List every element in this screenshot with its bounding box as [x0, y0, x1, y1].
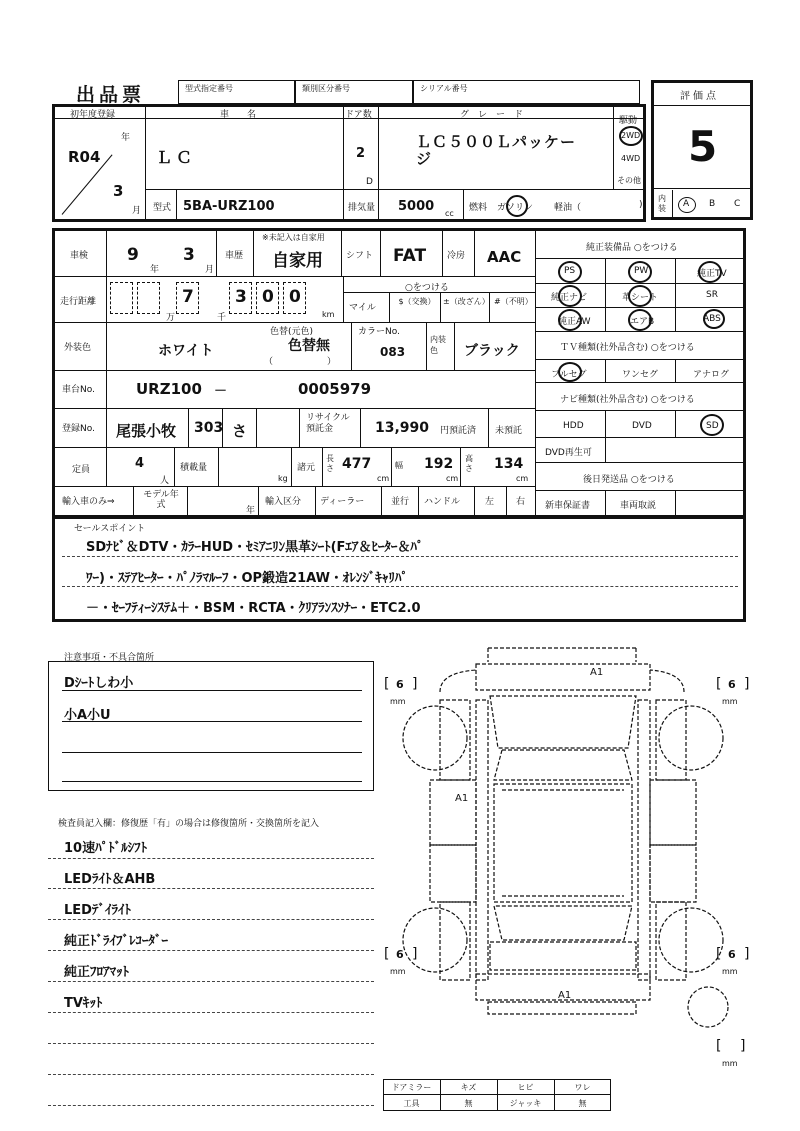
sheet-title: 出品票 [76, 84, 146, 106]
tire-depth-fr: 6 [728, 678, 736, 691]
name-label: 車 名 [220, 110, 257, 120]
reg-area: 尾張小牧 [116, 422, 177, 440]
inspector-label: 検査員記入欄：修復歴「有」の場合は修復箇所・交換箇所を記入 [58, 819, 320, 829]
inspector-line-5: 純正ﾌﾛｱﾏｯﾄ [64, 965, 130, 980]
tv-analog: アナログ [693, 370, 730, 380]
fuel-gasoline: ガソリン [497, 203, 534, 213]
type-cert-box: 型式指定番号 [178, 80, 295, 104]
history-value: 自家用 [272, 251, 323, 271]
damage-mark-front: A1 [590, 667, 604, 678]
equip-nav: 純正ナビ [551, 293, 588, 303]
equip-sr: SR [706, 290, 718, 300]
chassis-number: 0005979 [298, 380, 372, 398]
later-title: 後日発送品 ○をつける [583, 475, 675, 485]
tire-depth-rl: 6 [396, 948, 404, 961]
chassis-prefix: URZ100 [136, 380, 202, 398]
later-warranty: 新車保証書 [545, 501, 591, 511]
interior-label: 内装 [658, 194, 666, 213]
damage-mark-rear: A1 [558, 990, 572, 1001]
interior-b: B [709, 199, 716, 209]
nav-sd: SD [706, 421, 719, 431]
car-name: ＬＣ [156, 148, 197, 167]
sales-points-label: セールスポイント [74, 524, 146, 534]
inspection-month: 3 [183, 245, 195, 265]
nav-dvd: DVD [632, 421, 652, 431]
fuel-diesel: 軽油（ [554, 203, 582, 213]
shift-value: FAT [393, 246, 427, 266]
equip-tv: 純正TV [697, 269, 727, 279]
mileage-digit-4: 0 [289, 287, 301, 307]
mileage-digit-1: 7 [182, 287, 194, 307]
capacity-value: 4 [135, 456, 145, 471]
equip-pw: PW [634, 266, 649, 276]
doors-label: ドア数 [345, 110, 372, 120]
mileage-digit-2: 3 [235, 287, 247, 307]
width-value: 192 [424, 456, 454, 472]
inspector-line-4: 純正ﾄﾞﾗｲﾌﾞﾚｺｰﾀﾞｰ [64, 934, 169, 949]
class-box: 類別区分番号 [295, 80, 413, 104]
equip-aw: 純正AW [558, 317, 591, 327]
grade-label: グ レ ー ド [460, 110, 524, 120]
note-line-2: 小A小U [64, 708, 111, 723]
ac-value: AAC [487, 248, 522, 266]
repaint-value: 色替無 [288, 338, 330, 354]
inspector-line-3: LEDﾃﾞｲﾗｲﾄ [64, 903, 131, 918]
damage-mark-side: A1 [455, 793, 469, 804]
height-value: 134 [494, 456, 524, 472]
color-number: 083 [380, 345, 406, 359]
equip-abs: ABS [703, 314, 721, 324]
mileage-digit-3: 0 [262, 287, 274, 307]
interior-a: A [683, 199, 690, 209]
sales-line-3: －・ｾｰﾌﾃｨｰｼｽﾃﾑ＋・BSM・RCTA・ｸﾘｱﾗﾝｽｿﾅｰ・ETC2.0 [86, 601, 421, 616]
grade-value: ＬＣ５００Ｌパッケージ [416, 133, 577, 168]
tire-depth-fl: 6 [396, 678, 404, 691]
tv-oneseg: ワンセグ [622, 370, 659, 380]
later-manual: 車両取説 [620, 501, 657, 511]
reg-class: 303 [194, 420, 224, 436]
drive-4wd: 4WD [621, 154, 641, 163]
tv-fullseg: フルセグ [551, 370, 587, 380]
drive-label: 駆動 [619, 116, 638, 126]
sales-line-2: ﾜｰ)・ｽﾃｱﾋｰﾀｰ・ﾊﾟﾉﾗﾏﾙｰﾌ・OP鍛造21AW・ｵﾚﾝｼﾞｷｬﾘﾊﾟ [86, 571, 408, 586]
reg-kana: さ [232, 422, 248, 440]
nav-hdd: HDD [563, 421, 584, 431]
rating-value: 5 [688, 122, 718, 171]
inspector-line-2: LEDﾗｲﾄ＆AHB [64, 872, 156, 887]
recycle-value: 13,990 [375, 420, 430, 436]
note-line-1: Dｼｰﾄしわ小 [64, 676, 134, 691]
sales-line-1: SDﾅﾋﾞ＆DTV・ｶﾗｰHUD・ｾﾐｱﾆﾘﾝ黒革ｼｰﾄ(Fｴｱ＆ﾋｰﾀｰ＆ﾊﾟ [86, 540, 424, 555]
equip-airbag: エアB [630, 317, 655, 327]
nav-title: ナビ種類(社外品含む) ○をつける [560, 395, 695, 405]
serial-box: シリアル番号 [413, 80, 640, 104]
length-value: 477 [342, 456, 372, 472]
interior-color: ブラック [464, 343, 520, 359]
displacement-value: 5000 [398, 199, 435, 214]
doors-value: 2 [356, 146, 366, 161]
model-code: 5BA-URZ100 [183, 199, 275, 214]
inspector-line-6: TVｷｯﾄ [64, 996, 103, 1011]
rating-label: 評価点 [680, 91, 719, 102]
notes-label: 注意事項・不具合箇所 [64, 653, 155, 663]
dvd-playback: DVD再生可 [545, 448, 592, 458]
drive-2wd: 2WD [621, 131, 641, 140]
first-reg-label: 初年度登録 [70, 110, 116, 120]
tire-depth-rr: 6 [728, 948, 736, 961]
tv-title: ＴＶ種類(社外品含む) ○をつける [560, 343, 695, 353]
equipment-title: 純正装備品 ○をつける [586, 243, 678, 253]
equip-ps: PS [564, 266, 576, 276]
inspection-year: 9 [127, 245, 139, 265]
equip-leather: 革シート [622, 293, 659, 303]
first-reg-month: 3 [113, 182, 124, 200]
drive-other: その他 [617, 176, 641, 185]
inspector-line-1: 10速ﾊﾟﾄﾞﾙｼﾌﾄ [64, 841, 148, 856]
exterior-color: ホワイト [158, 343, 214, 359]
first-reg-year: R04 [68, 148, 101, 166]
interior-c: C [734, 199, 741, 209]
car-diagram [380, 640, 760, 1040]
